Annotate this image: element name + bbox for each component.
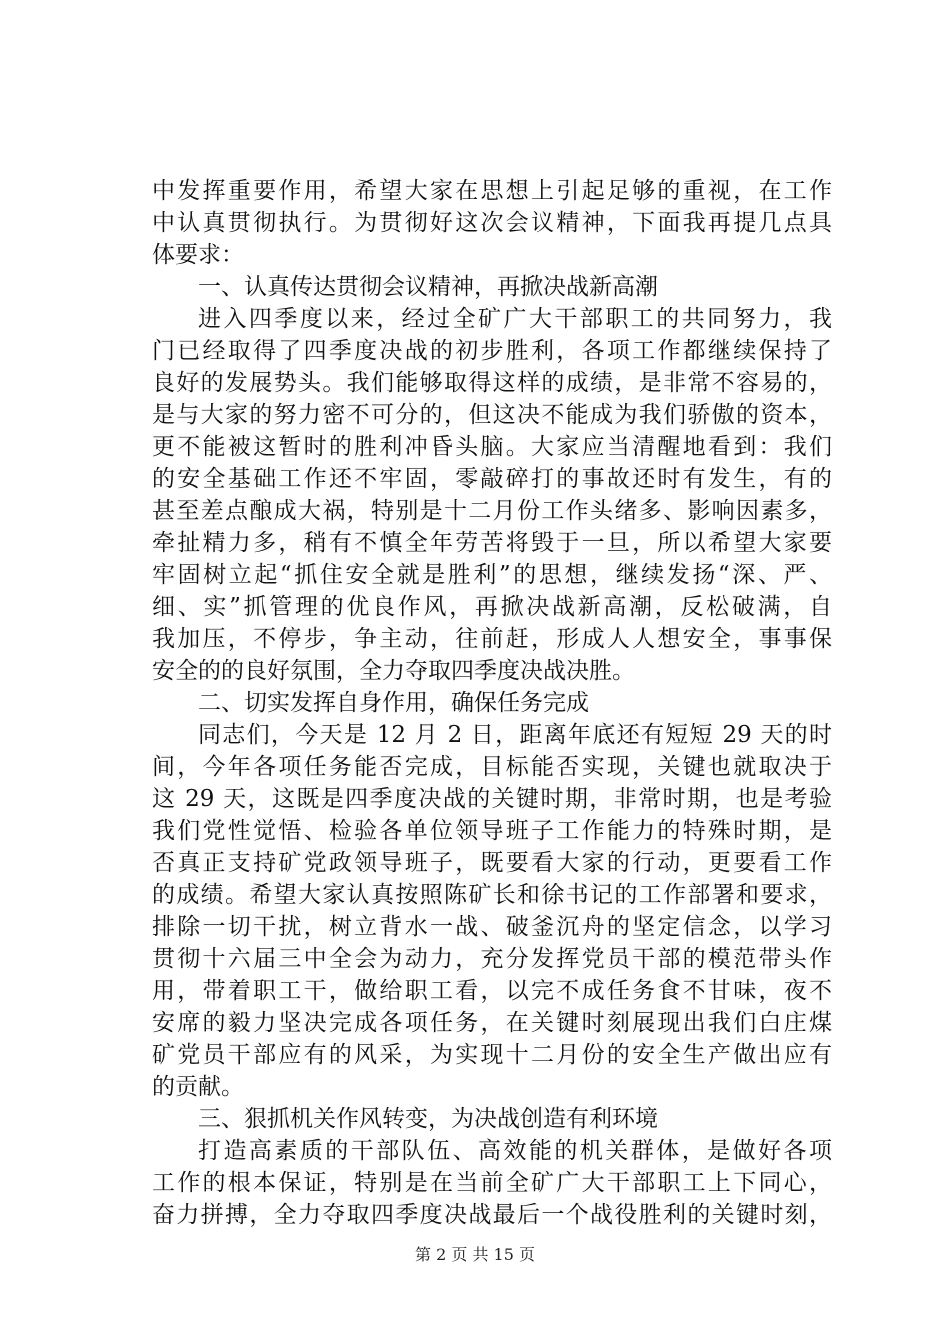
paragraph-line: 牵扯精力多，稍有不慎全年劳苦将毁于一旦，所以希望大家要 bbox=[152, 530, 832, 556]
paragraph-line: 否真正支持矿党政领导班子，既要看大家的行动，更要看工作 bbox=[152, 850, 832, 876]
paragraph-line: 的贡献。 bbox=[152, 1074, 244, 1100]
paragraph-line: 是与大家的努力密不可分的，但这决不能成为我们骄傲的资本， bbox=[152, 402, 832, 428]
section-heading-1: 一、认真传达贯彻会议精神，再掀决战新高潮 bbox=[198, 274, 658, 300]
paragraph-line: 牢固树立起“抓住安全就是胜利”的思想，继续发扬“深、严、 bbox=[152, 562, 832, 588]
paragraph-line: 工作的根本保证，特别是在当前全矿广大干部职工上下同心， bbox=[152, 1170, 832, 1196]
paragraph-line: 间，今年各项任务能否完成，目标能否实现，关键也就取决于 bbox=[152, 754, 832, 780]
paragraph-line: 门已经取得了四季度决战的初步胜利，各项工作都继续保持了 bbox=[152, 338, 832, 364]
paragraph-line: 打造高素质的干部队伍、高效能的机关群体，是做好各项 bbox=[198, 1138, 832, 1164]
paragraph-line: 体要求： bbox=[152, 242, 244, 268]
paragraph-line: 中发挥重要作用，希望大家在思想上引起足够的重视，在工作 bbox=[152, 178, 832, 204]
paragraph-line: 良好的发展势头。我们能够取得这样的成绩，是非常不容易的， bbox=[152, 370, 832, 396]
paragraph-line: 贯彻十六届三中全会为动力，充分发挥党员干部的模范带头作 bbox=[152, 946, 832, 972]
paragraph-line: 排除一切干扰，树立背水一战、破釜沉舟的坚定信念，以学习 bbox=[152, 914, 832, 940]
paragraph-line: 的成绩。希望大家认真按照陈矿长和徐书记的工作部署和要求， bbox=[152, 882, 832, 908]
document-body bbox=[152, 175, 832, 1231]
paragraph-line: 安席的毅力坚决完成各项任务，在关键时刻展现出我们白庄煤 bbox=[152, 1010, 832, 1036]
paragraph-line: 细、实”抓管理的优良作风，再掀决战新高潮，反松破满，自 bbox=[152, 594, 832, 620]
section-heading-2: 二、切实发挥自身作用，确保任务完成 bbox=[198, 690, 589, 716]
section-heading-3: 三、狠抓机关作风转变，为决战创造有利环境 bbox=[198, 1106, 658, 1132]
paragraph-line: 中认真贯彻执行。为贯彻好这次会议精神，下面我再提几点具 bbox=[152, 210, 832, 236]
paragraph-line: 我加压，不停步，争主动，往前赶，形成人人想安全，事事保 bbox=[152, 626, 832, 652]
paragraph-line: 矿党员干部应有的风采，为实现十二月份的安全生产做出应有 bbox=[152, 1042, 832, 1068]
paragraph-line: 更不能被这暂时的胜利冲昏头脑。大家应当清醒地看到：我们 bbox=[152, 434, 832, 460]
paragraph-line: 的安全基础工作还不牢固，零敲碎打的事故还时有发生，有的 bbox=[152, 466, 832, 492]
paragraph-line: 用，带着职工干，做给职工看，以完不成任务食不甘味，夜不 bbox=[152, 978, 832, 1004]
page-number-footer: 第 2 页 共 15 页 bbox=[415, 1245, 535, 1264]
paragraph-line: 进入四季度以来，经过全矿广大干部职工的共同努力，我 bbox=[198, 306, 832, 332]
paragraph-line: 我们党性觉悟、检验各单位领导班子工作能力的特殊时期，是 bbox=[152, 818, 832, 844]
paragraph-line: 安全的的良好氛围，全力夺取四季度决战决胜。 bbox=[152, 658, 635, 684]
paragraph-line: 这 29 天，这既是四季度决战的关键时期，非常时期，也是考验 bbox=[152, 786, 832, 812]
paragraph-line: 甚至差点酿成大祸，特别是十二月份工作头绪多、影响因素多， bbox=[152, 498, 832, 524]
paragraph-line: 奋力拼搏，全力夺取四季度决战最后一个战役胜利的关键时刻， bbox=[152, 1202, 832, 1228]
paragraph-line: 同志们，今天是 12 月 2 日，距离年底还有短短 29 天的时 bbox=[198, 722, 832, 748]
